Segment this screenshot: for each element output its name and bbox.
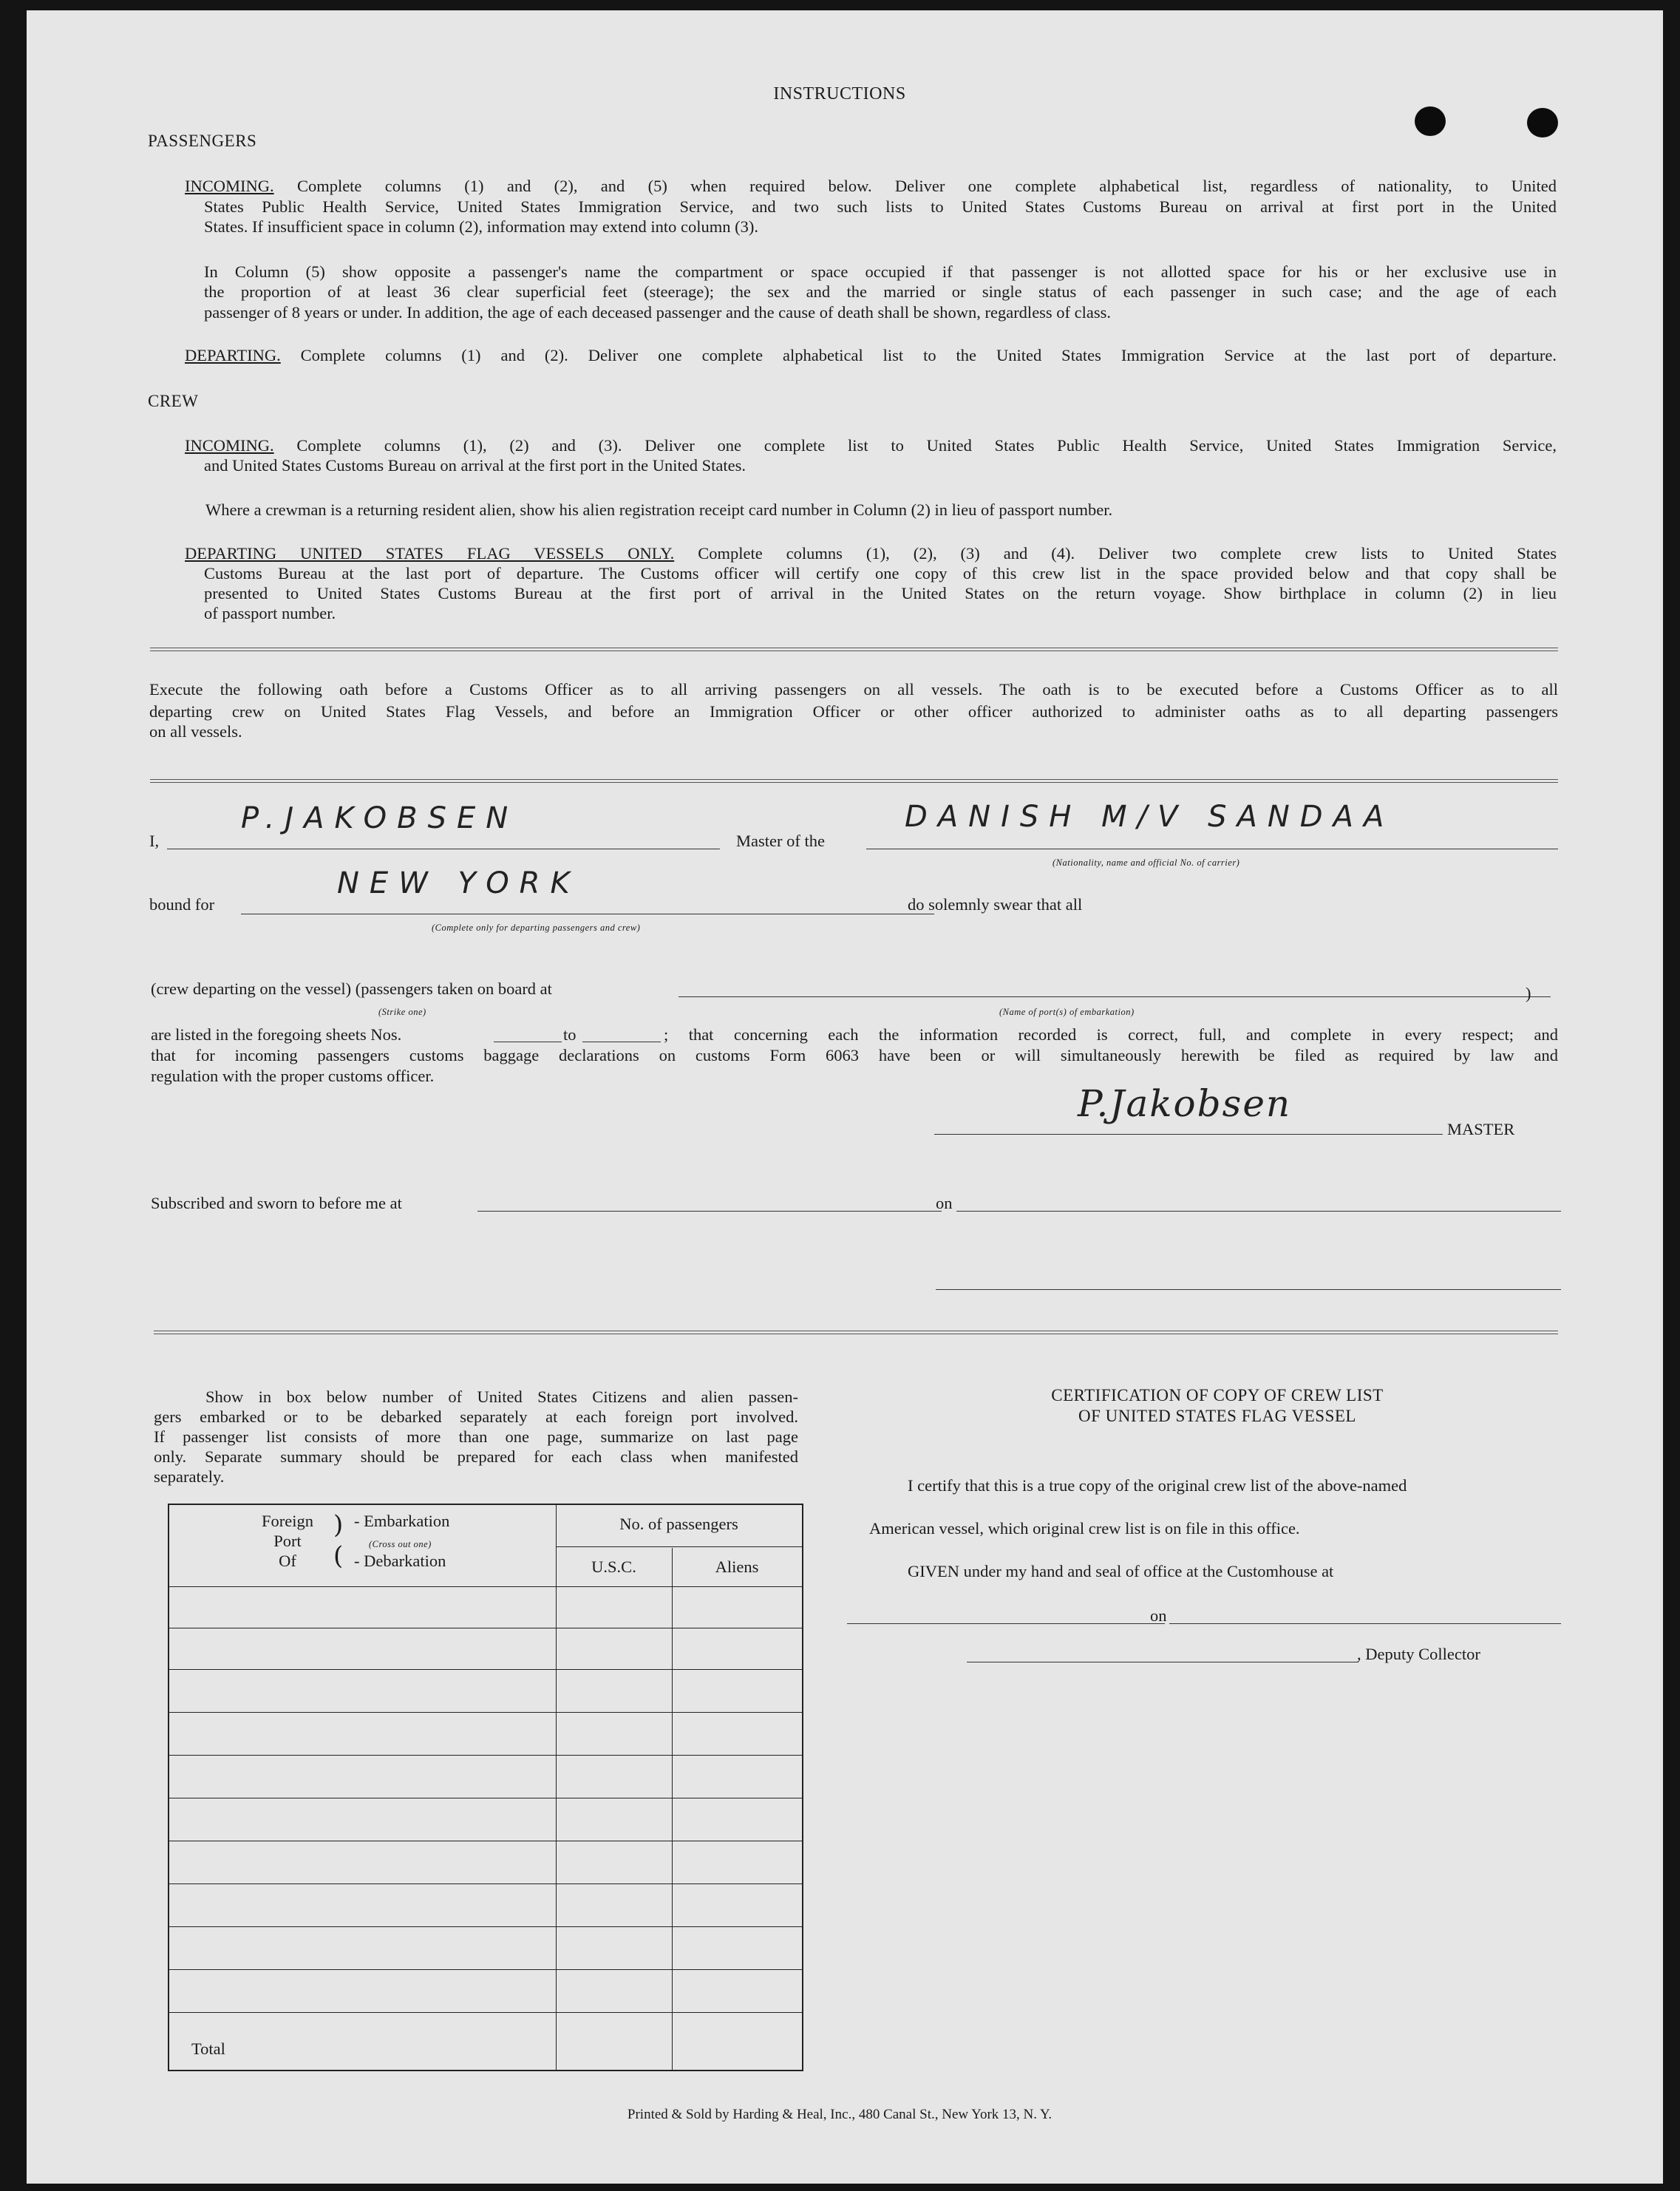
crew-heading: CREW bbox=[148, 392, 199, 410]
master-name-handwritten[interactable]: P.JAKOBSEN bbox=[241, 801, 519, 835]
certification-place-line bbox=[847, 1623, 1165, 1624]
table-divider-port bbox=[556, 1505, 557, 2070]
crew-departing-text-1: Complete columns (1), (2), (3) and (4). Deliver two complete crew lists to United States bbox=[698, 544, 1557, 563]
master-of-label: Master of the bbox=[736, 832, 825, 850]
crew-incoming-line-1 bbox=[185, 435, 1557, 455]
swear-text: do solemnly swear that all bbox=[908, 895, 1083, 914]
passengers-incoming-line-3: States. If insufficient space in column (2), information may extend into column (3). bbox=[204, 217, 759, 236]
master-signature[interactable]: P.Jakobsen bbox=[1078, 1082, 1292, 1125]
crew-resident-line: Where a crewman is a returning resident alien, show his alien registration receipt card number in Column (2) in lieu of passport number. bbox=[205, 500, 1113, 519]
table-header-rule bbox=[169, 1586, 802, 1587]
crew-incoming-label: INCOMING. bbox=[185, 436, 274, 455]
oath-intro-line-1: Execute the following oath before a Customs Officer as to all arriving passengers on all vessels. The oath is to be executed before a Customs Officer as to all bbox=[149, 680, 1558, 699]
table-usc-header: U.S.C. bbox=[591, 1558, 636, 1576]
listed-rest: ; that concerning each the information recorded is correct, full, and complete in every respect; and bbox=[664, 1025, 1558, 1044]
table-row-rule bbox=[169, 1755, 802, 1756]
page-title: INSTRUCTIONS bbox=[773, 84, 906, 103]
port-caption: (Name of port(s) of embarkation) bbox=[999, 1007, 1135, 1017]
table-row-rule bbox=[169, 1712, 802, 1713]
table-debarkation-label: - Debarkation bbox=[354, 1552, 446, 1570]
strike-caption: (Strike one) bbox=[378, 1007, 426, 1017]
passengers-departing-label: DEPARTING. bbox=[185, 346, 281, 364]
printer-footer: Printed & Sold by Harding & Heal, Inc., 480 Canal St., New York 13, N. Y. bbox=[627, 2107, 1052, 2122]
passengers-col5-line-2: the proportion of at least 36 clear superficial feet (steerage); the sex and the married or single status of each passenger in such case; and the age of each bbox=[204, 282, 1557, 301]
table-row-rule bbox=[169, 1669, 802, 1670]
table-divider-usc bbox=[672, 1548, 673, 2070]
crew-departing-line-1 bbox=[185, 543, 1557, 563]
passengers-incoming-line-1 bbox=[185, 176, 1557, 196]
table-no-passengers-header: No. of passengers bbox=[619, 1515, 738, 1533]
punch-hole-left bbox=[1415, 106, 1446, 136]
certification-certify-text: I certify that this is a true copy of the original crew list of the above-named bbox=[908, 1476, 1407, 1495]
deputy-collector-label: , Deputy Collector bbox=[1357, 1645, 1480, 1663]
passengers-departing-line bbox=[185, 345, 1557, 365]
table-embarkation-label: - Embarkation bbox=[354, 1512, 450, 1530]
table-row-rule bbox=[169, 1883, 802, 1884]
certification-title-2: OF UNITED STATES FLAG VESSEL bbox=[1078, 1407, 1356, 1425]
listed-line-2: that for incoming passengers customs baggage declarations on customs Form 6063 have been or will simultaneously herewith be filed as required by law and bbox=[151, 1046, 1558, 1064]
crew-departing-line-4: of passport number. bbox=[204, 604, 336, 622]
passengers-col5-line-1: In Column (5) show opposite a passenger's name the compartment or space occupied if that passenger is not allotted space for his or her exclusive use in bbox=[204, 262, 1557, 281]
summary-line-3: If passenger list consists of more than one page, summarize on last page bbox=[154, 1427, 798, 1446]
summary-instructions bbox=[154, 1387, 798, 1487]
table-brace-top: ) bbox=[333, 1510, 344, 1540]
port-line bbox=[679, 996, 1551, 997]
subscribed-label: Subscribed and sworn to before me at bbox=[151, 1194, 402, 1212]
table-subheader-rule bbox=[556, 1546, 802, 1547]
passengers-incoming-line-2: States Public Health Service, United States Immigration Service, and two such lists to United States Customs Bureau on arrival at first port in the United bbox=[204, 197, 1557, 216]
section-divider-3 bbox=[154, 1331, 1558, 1334]
crew-incoming-line-2: and United States Customs Bureau on arrival at the first port in the United States. bbox=[204, 456, 746, 475]
table-brace-bottom: ( bbox=[333, 1541, 344, 1571]
passengers-incoming-label: INCOMING. bbox=[185, 177, 274, 195]
summary-line-1: Show in box below number of United States Citizens and alien passen- bbox=[205, 1387, 798, 1406]
signature-line bbox=[934, 1134, 1443, 1135]
subscribed-on-label: on bbox=[936, 1194, 953, 1212]
close-paren: ) bbox=[1526, 984, 1531, 1002]
passenger-summary-table bbox=[168, 1504, 803, 2071]
summary-line-5: separately. bbox=[154, 1467, 225, 1486]
table-aliens-header: Aliens bbox=[715, 1558, 759, 1576]
bound-for-label: bound for bbox=[149, 895, 215, 914]
section-divider-1 bbox=[150, 648, 1558, 651]
vessel-caption: (Nationality, name and official No. of carrier) bbox=[1052, 857, 1240, 868]
destination-caption: (Complete only for departing passengers and crew) bbox=[432, 923, 641, 933]
certification-date-line bbox=[1169, 1623, 1561, 1624]
table-row-rule bbox=[169, 1926, 802, 1927]
table-total-label: Total bbox=[191, 2039, 225, 2058]
passengers-heading: PASSENGERS bbox=[148, 132, 257, 150]
listed-line-3: regulation with the proper customs officer. bbox=[151, 1067, 435, 1085]
crew-incoming-text-1: Complete columns (1), (2) and (3). Deliver one complete list to United States Public Health Service, United States Immigration Service, bbox=[296, 436, 1557, 455]
destination-handwritten[interactable]: NEW YORK bbox=[337, 866, 580, 900]
subscribed-place-line bbox=[477, 1211, 942, 1212]
vessel-handwritten[interactable]: DANISH M/V SANDAA bbox=[905, 800, 1395, 834]
certification-given-text: GIVEN under my hand and seal of office at the Customhouse at bbox=[908, 1562, 1334, 1580]
table-cross-out-caption: (Cross out one) bbox=[369, 1539, 432, 1549]
table-of-label: Of bbox=[279, 1552, 296, 1570]
oath-intro-line-2: departing crew on United States Flag Vessels, and before an Immigration Officer or other officer authorized to administer oaths as to all departing passengers bbox=[149, 702, 1558, 721]
oath-intro-line-3: on all vessels. bbox=[149, 722, 242, 741]
master-label: MASTER bbox=[1447, 1120, 1515, 1138]
crew-departing-line-3: presented to United States Customs Bureau at the first port of arrival in the United States on the return voyage. Show birthplace in column (2) in lieu bbox=[204, 584, 1557, 602]
crew-departing-label: DEPARTING UNITED STATES FLAG VESSELS ONLY. bbox=[185, 544, 675, 563]
passengers-departing-text: Complete columns (1) and (2). Deliver one complete alphabetical list to the United States Immigration Service at the last port of departure. bbox=[300, 346, 1557, 364]
listed-label: are listed in the foregoing sheets Nos. bbox=[151, 1025, 402, 1044]
summary-line-4: only. Separate summary should be prepared for each class when manifested bbox=[154, 1447, 798, 1466]
table-row-rule bbox=[169, 1969, 802, 1970]
document-page bbox=[27, 10, 1663, 2184]
certification-title-1: CERTIFICATION OF COPY OF CREW LIST bbox=[1051, 1386, 1384, 1404]
section-divider-2 bbox=[150, 779, 1558, 783]
oath-i-label: I, bbox=[149, 832, 160, 850]
punch-hole-right bbox=[1527, 108, 1558, 137]
summary-line-2: gers embarked or to be debarked separately at each foreign port involved. bbox=[154, 1407, 798, 1426]
passengers-incoming-text-1: Complete columns (1) and (2), and (5) when required below. Deliver one complete alphabetical list, regardless of nationality, to United bbox=[296, 177, 1557, 195]
officer-signature-line bbox=[936, 1289, 1561, 1290]
table-row-rule bbox=[169, 2012, 802, 2013]
certification-american-text: American vessel, which original crew list is on file in this office. bbox=[869, 1519, 1300, 1538]
passengers-col5-line-3: passenger of 8 years or under. In addition, the age of each deceased passenger and the cause of death shall be shown, regardless of class. bbox=[204, 303, 1112, 322]
to-label: to bbox=[563, 1025, 577, 1044]
crew-departing-text: (crew departing on the vessel) (passengers taken on board at bbox=[151, 979, 552, 998]
table-foreign-label: Foreign bbox=[262, 1512, 313, 1530]
certification-on-label: on bbox=[1150, 1606, 1167, 1625]
table-port-label: Port bbox=[273, 1532, 302, 1550]
crew-departing-line-2: Customs Bureau at the last port of departure. The Customs officer will certify one copy of this crew list in the space provided below and that copy shall be bbox=[204, 564, 1557, 582]
subscribed-date-line bbox=[956, 1211, 1561, 1212]
